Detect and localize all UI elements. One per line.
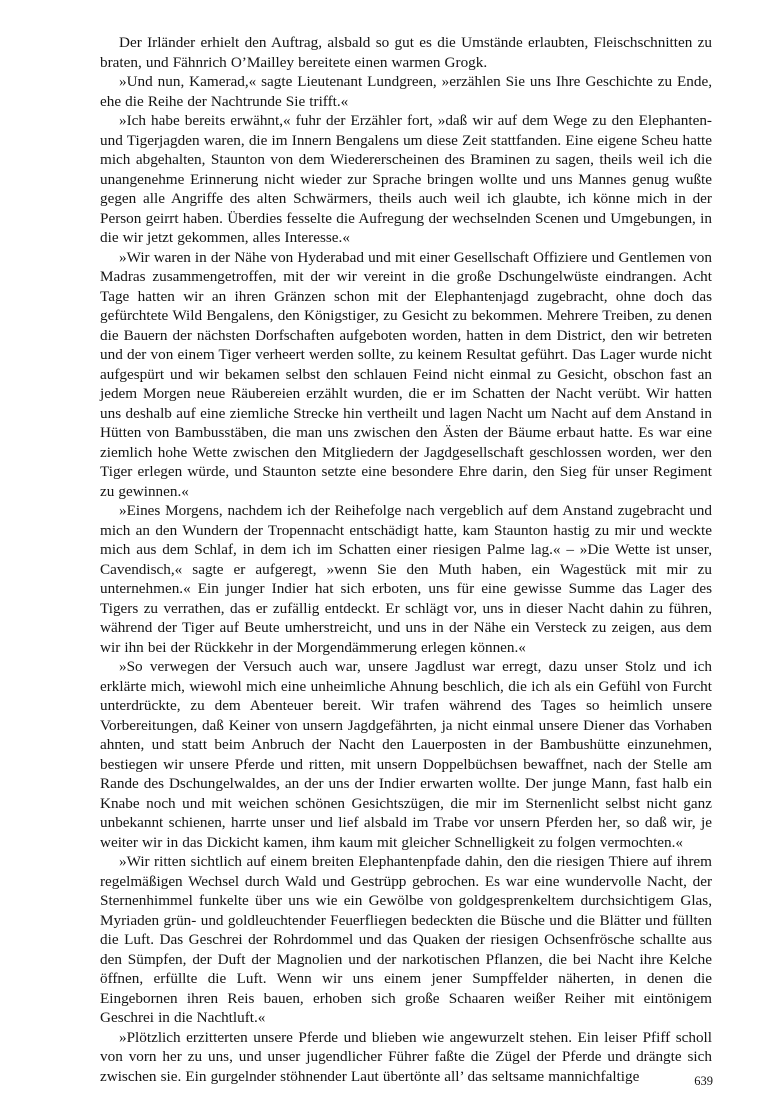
paragraph: Der Irländer erhielt den Auftrag, alsbald so gut es die Umstände erlaubten, Fleischschnitten zu braten, und Fähnrich O’Mailley bereitete einen warmen Grogk. [100, 34, 712, 71]
paragraph: »Und nun, Kamerad,« sagte Lieutenant Lundgreen, »erzählen Sie uns Ihre Geschichte zu Ende, ehe die Reihe der Nachtrunde Sie trifft.« [100, 73, 712, 110]
page-number: 639 [694, 1074, 713, 1088]
text-column [100, 33, 712, 1086]
paragraph: »Eines Morgens, nachdem ich der Reihefolge nach vergeblich auf dem Anstand zugebracht und mich an den Wundern der Tropennacht entschädigt hatte, kam Staunton hastig zu mir und weckte mich aus dem Schlaf, in dem ich im Schatten einer riesigen Palme lag.« – »Die Wette ist unser, Cavendisch,« sagte er aufgeregt, »wenn Sie den Muth haben, ein Wagestück mit mir zu unternehmen.« Ein junger Indier hat sich erboten, uns für eine gewisse Summe das Lager des Tigers zu verrathen, das er zufällig entdeckt. Er schlägt vor, uns in dieser Nacht dahin zu führen, während der Tiger auf Beute umherstreicht, und uns in der Nähe ein Versteck zu zeigen, aus dem wir ihn bei der Rückkehr in der Morgendämmerung erlegen können.« [100, 502, 712, 656]
paragraph: »Wir waren in der Nähe von Hyderabad und mit einer Gesellschaft Offiziere und Gentlemen von Madras zusammengetroffen, mit der wir vereint in die große Dschungelwüste eindrangen. Acht Tage hatten wir an ihren Gränzen schon mit der Elephantenjagd zugebracht, ohne doch das gefürchtete Wild Bengalens, den Königstiger, zu Gesicht zu bekommen. Mehrere Treiben, zu denen die Bauern der nächsten Dorfschaften aufgeboten worden, hatten in dem District, den wir betreten und der von einem Tiger verheert werden sollte, zu keinem Resultat geführt. Das Lager wurde nicht aufgespürt und wir bekamen selbst den schlauen Feind nicht einmal zu Gesicht, obschon fast an jedem Morgen neue Räubereien erzählt wurden, die er im Schatten der Nacht verübt. Wir hatten uns deshalb auf eine ziemliche Strecke hin vertheilt und lagen Nacht um Nacht auf dem Anstand in Hütten von Bambusstäben, die man uns zwischen den Ästen der Bäume erbaut hatte. Es war eine ziemlich hohe Wette zwischen den Mitgliedern der Jagdgesellschaft geschlossen worden, wer den Tiger erlegen würde, und Staunton setzte eine besondere Ehre darin, den Sieg für unser Regiment zu gewinnen.« [100, 248, 712, 500]
paragraph: »Plötzlich erzitterten unsere Pferde und blieben wie angewurzelt stehen. Ein leiser Pfiff scholl von vorn her zu uns, und unser jugendlicher Führer faßte die Zügel der Pferde und drängte sich zwischen sie. Ein gurgelnder stöhnender Laut übertönte all’ das seltsame mannichfaltige [100, 1028, 712, 1085]
paragraph: »Wir ritten sichtlich auf einem breiten Elephantenpfade dahin, den die riesigen Thiere auf ihrem regelmäßigen Wechsel durch Wald und Gestrüpp gebrochen. Es war eine wundervolle Nacht, der Sternenhimmel funkelte über uns wie ein Gewölbe von goldgesprenkeltem durchsichtigem Glas, Myriaden grün- und goldleuchtender Feuerfliegen bedeckten die Büsche und die Blätter und füllten die Luft. Das Geschrei der Rohrdommel und das Quaken der riesigen Ochsenfrösche schallte aus den Sümpfen, der Duft der Magnolien und der narkotischen Pflanzen, die bei Nacht ihre Kelche öffnen, erfüllte die Luft. Wenn wir uns einem jener Sumpffelder näherten, in denen die Eingebornen ihren Reis bauen, erhoben sich große Schaaren weißer Reiher mit eintönigem Geschrei in die Nachtluft.« [100, 853, 712, 1026]
paragraph: »Ich habe bereits erwähnt,« fuhr der Erzähler fort, »daß wir auf dem Wege zu den Elephanten- und Tigerjagden waren, die im Innern Bengalens um diese Zeit stattfanden. Eine eigene Scheu hatte mich abgehalten, Staunton von dem Wiedererscheinen des Braminen zu sagen, theils weil ich die unangenehme Erinnerung nicht wieder zur Sprache bringen wollte und uns Mannes genug wußte gegen alle Angriffe des alten Schwärmers, theils auch weil ich glaubte, ich könne mich in der Person geirrt haben. Überdies fesselte die Aufregung der wechselnden Scenen und Umgebungen, in die wir jetzt gekommen, alles Interesse.« [100, 112, 712, 246]
paragraph: »So verwegen der Versuch auch war, unsere Jagdlust war erregt, dazu unser Stolz und ich erklärte mich, wiewohl mich eine unheimliche Ahnung beschlich, die ich als ein Gefühl von Furcht unterdrückte, zu dem Abenteuer bereit. Wir trafen während des Tages so heimlich unsere Vorbereitungen, daß Keiner von unsern Jagdgefährten, ja nicht einmal unsere Diener das Vorhaben ahnten, und statt beim Anbruch der Nacht den Lauerposten in der Bambushütte einzunehmen, bestiegen wir unsere Pferde und ritten, mit unsern Doppelbüchsen bewaffnet, nach der Stelle am Rande des Dschungelwaldes, an der uns der Indier erwarten wollte. Der junge Mann, fast halb ein Knabe noch und mit weichen schönen Gesichtszügen, die mir im Sternenlicht selbst nicht ganz unbekannt schienen, harrte unser und lief alsbald im Trabe vor unsern Pferden her, so daß wir, je weiter wir in das Dickicht kamen, ihm kaum mit gleicher Schnelligkeit zu folgen vermochten.« [100, 658, 712, 851]
